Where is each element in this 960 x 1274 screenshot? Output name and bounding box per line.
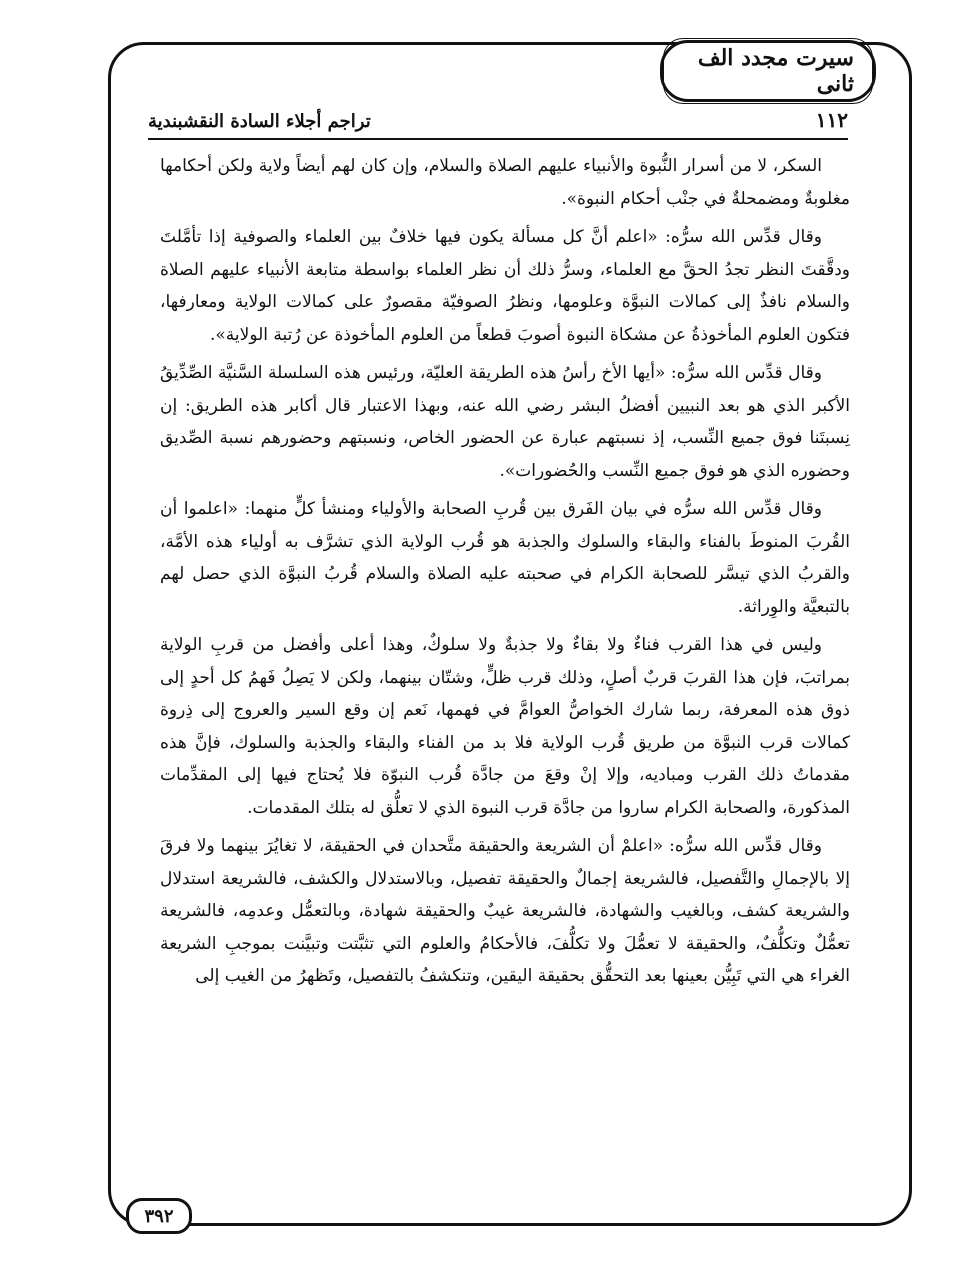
paragraph: وليس في هذا القرب فناءٌ ولا بقاءٌ ولا جذبةٌ ولا سلوكٌ، وهذا أعلى وأفضل من قربِ الولاية بمراتبَ، فإن هذا القربَ قربٌ أصلٍ، وذلك قرب ظلٍّ، وشتّان بينهما، ولكن لا يَصِلُ فَهمُ كل أحدٍ إلى ذوق هذه المعرفة، ربما شارك الخواصُّ العوامَّ في فهمها، نَعم إن وقع السير والعروج إلى ذِروة كمالات قرب النبوَّة من طريق قُرب الولاية فلا بد من الفناء والبقاء والجذبة والسلوك، فإنَّ هذه مقدماتُ ذلك القرب ومباديه، وإلا إنْ وقعَ من جادَّة قُرب النبوّة فلا يُحتاج فيها إلى المقدِّمات المذكورة، والصحابة الكرام ساروا من جادَّة قرب النبوة الذي لا تعلُّق له بتلك المقدمات.: [160, 635, 850, 818]
paragraph: السكر، لا من أسرار النُّبوة والأنبياء عليهم الصلاة والسلام، وإن كان لهم أيضاً ولاية ولكن أحكامها مغلوبةٌ ومضمحلةٌ في جنْب أحكام النبوة».: [160, 156, 850, 209]
running-title: تراجم أجلاء السادة النقشبندية: [148, 111, 371, 132]
paragraph: وقال قدِّس الله سرُّه في بيان الفَرق بين قُربِ الصحابة والأولياء ومنشأ كلٍّ منهما: «اعلموا أن القُربَ المنوطَ بالفناء والبقاء والسلوك والجذبة هو قُرب الولاية الذي تشرَّف به أولياء هذه الأمَّة، والقربُ الذي تيسَّر للصحابة الكرام في صحبته عليه الصلاة والسلام قُربُ النبوَّة الذي حصل لهم بالتبعيَّة والوِراثة.: [160, 499, 850, 617]
book-title: سیرت مجدد الف ثانی: [663, 38, 873, 104]
paragraph: وقال قدِّس الله سرُّه: «اعلم أنَّ كل مسألة يكون فيها خلافٌ بين العلماء والصوفية إذا تأمَّلتَ ودقَّقتَ النظر تجدُ الحقَّ مع العلماء، وسرُّ ذلك أن نظر العلماء بواسطة متابعة الأنبياء عليهم الصلاة والسلام نافذٌ إلى كمالات النبوَّة وعلومها، ونظرُ الصوفيّة مقصورٌ على كمالات الولاية ومعارفها، فتكون العلوم المأخوذةُ عن مشكاة النبوة أصوبَ قطعاً من العلوم المأخوذة عن رُتبة الولاية».: [160, 227, 850, 345]
paragraph: وقال قدِّس الله سرُّه: «اعلمْ أن الشريعة والحقيقة متَّحدان في الحقيقة، لا تغايُرَ بينهما ولا فرقَ إلا بالإجمالِ والتَّفصيل، فالشريعة إجمالٌ والحقيقة تفصيل، وبالاستدلال والكشف، فالشريعة استدلال والشريعة كشف، وبالغيب والشهادة، فالشريعة غيبٌ والحقيقة شهادة، وبالتعمُّل وعدمِه، فالشريعة تعمُّلٌ وتكلُّفٌ، والحقيقة لا تعمُّلَ ولا تكلُّفَ، فالأحكامُ والعلوم التي تثبَّتت وتبيَّنت بموجبِ الشريعة الغراء هي التي تَبِيُّن بعينها بعد التحقُّق بحقيقة اليقين، وتنكشفُ بالتفصيل، وتَظهرُ من الغيب إلى: [160, 836, 850, 986]
header-page-number: ١١٢: [815, 108, 848, 132]
paragraph: وقال قدِّس الله سرُّه: «أيها الأخ رأسُ هذه الطريقة العليّة، ورئيس هذه السلسلة السَّنيَّة الصِّدِّيقُ الأكبر الذي هو بعد النبيين أفضلُ البشر رضي الله عنه، وبهذا الاعتبار قال أكابر هذه الطريق: إن نِسبتَنا فوق جميع النِّسب، إذ نسبتهم عبارة عن الحضور الخاص، ونسبتهم وحضورهم نسبة الصِّديق وحضوره الذي هو فوق جميع النِّسب والحُضورات».: [160, 363, 850, 481]
page-header: [148, 100, 848, 140]
page-body: [160, 150, 850, 999]
book-title-badge: [660, 40, 876, 102]
footer-page-number: ٣٩٢: [126, 1198, 192, 1234]
